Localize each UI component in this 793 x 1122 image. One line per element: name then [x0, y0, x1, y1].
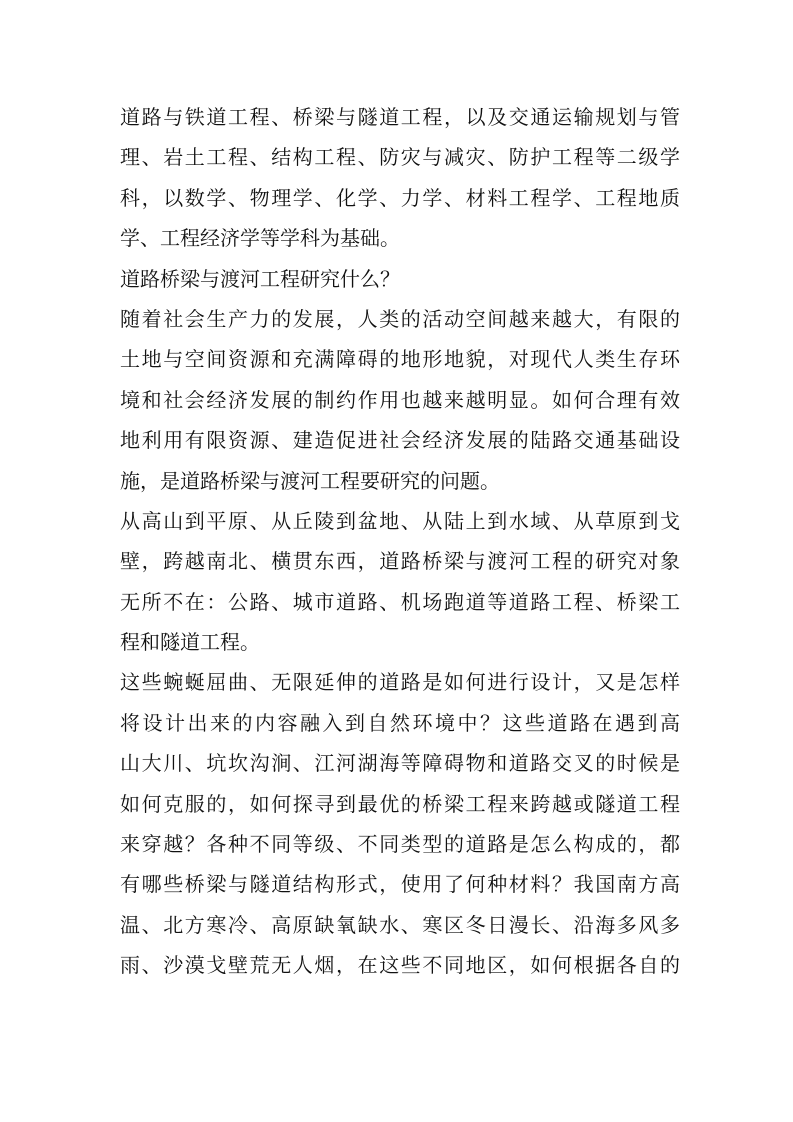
text-line: 从高山到平原、从丘陵到盆地、从陆上到水域、从草原到戈	[120, 508, 680, 533]
text-line: 将设计出来的内容融入到自然环境中？这些道路在遇到高	[120, 710, 680, 735]
text-line: 道路与铁道工程、桥梁与隧道工程，以及交通运输规划与管	[120, 105, 680, 129]
text-line: 理、岩土工程、结构工程、防灾与减灾、防护工程等二级学	[120, 145, 680, 170]
text-line: 科，以数学、物理学、化学、力学、材料工程学、工程地质	[120, 185, 680, 210]
text-line: 随着社会生产力的发展，人类的活动空间越来越大，有限的	[120, 306, 680, 331]
text-line: 学、工程经济学等学科为基础。	[120, 226, 400, 251]
text-line: 如何克服的，如何探寻到最优的桥梁工程来跨越或隧道工程	[120, 791, 680, 816]
text-line: 无所不在：公路、城市道路、机场跑道等道路工程、桥梁工	[120, 589, 680, 614]
text-line: 来穿越？各种不同等级、不同类型的道路是怎么构成的，都	[120, 832, 680, 857]
text-line: 壁，跨越南北、横贯东西，道路桥梁与渡河工程的研究对象	[120, 549, 680, 574]
text-line: 温、北方寒冷、高原缺氧缺水、寒区冬日漫长、沿海多风多	[120, 912, 680, 937]
text-line: 道路桥梁与渡河工程研究什么？	[120, 266, 400, 291]
text-line: 境和社会经济发展的制约作用也越来越明显。如何合理有效	[120, 387, 680, 412]
text-line: 这些蜿蜒屈曲、无限延伸的道路是如何进行设计，又是怎样	[120, 670, 680, 695]
text-line: 程和隧道工程。	[120, 630, 260, 655]
document-body	[120, 97, 680, 986]
text-line: 山大川、坑坎沟涧、江河湖海等障碍物和道路交叉的时候是	[120, 751, 680, 776]
text-line: 施，是道路桥梁与渡河工程要研究的问题。	[120, 468, 500, 493]
text-line: 土地与空间资源和充满障碍的地形地貌，对现代人类生存环	[120, 347, 680, 372]
text-line: 地利用有限资源、建造促进社会经济发展的陆路交通基础设	[120, 428, 680, 453]
text-line: 雨、沙漠戈壁荒无人烟，在这些不同地区，如何根据各自的	[120, 953, 680, 978]
text-line: 有哪些桥梁与隧道结构形式，使用了何种材料？我国南方高	[120, 872, 680, 897]
